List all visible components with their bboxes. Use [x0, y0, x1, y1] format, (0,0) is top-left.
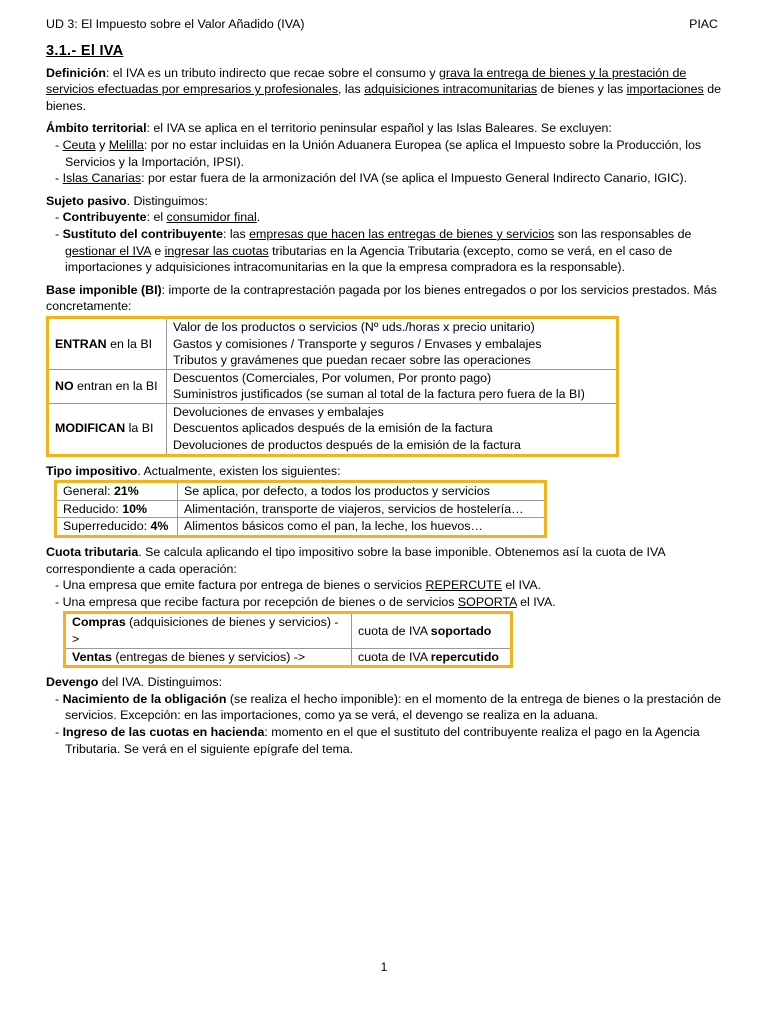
base-imponible-table	[46, 316, 619, 457]
list-item-ingreso: - Ingreso de las cuotas en hacienda: momento en el que el sustituto del contribuyente realiza el pago en la Agencia Tributaria. Se verá en el siguiente epígrafe del tema.	[55, 724, 700, 756]
table-row	[56, 518, 546, 537]
cuota-intro: Cuota tributaria. Se calcula aplicando el tipo impositivo sobre la base imponible. Obtenemos así la cuota de IVA correspondiente a cada operación:	[46, 545, 665, 576]
devengo-section	[46, 674, 726, 757]
list-item-soporta: - Una empresa que recibe factura por recepción de bienes o de servicios SOPORTA el IVA.	[55, 594, 556, 609]
list-item-sustituto: - Sustituto del contribuyente: las empresas que hacen las entregas de bienes y servicios son las responsables de gestionar el IVA e ingresar las cuotas tributarias en la Agencia Tributaria (excepto, como se verá, en el caso de importaciones y adquisiciones intracomunitarias en la que la empresa compradora es la responsable).	[55, 226, 692, 275]
table-cell-key: NO entran en la BI	[48, 369, 167, 403]
table-cell-value: Alimentación, transporte de viajeros, servicios de hostelería…	[178, 500, 546, 518]
base-intro: Base imponible (BI): importe de la contraprestación pagada por los bienes entregados o por los servicios prestados. Más concretamente:	[46, 282, 717, 314]
devengo-intro: Devengo del IVA. Distinguimos:	[46, 675, 223, 690]
table-row	[56, 500, 546, 518]
table-row	[48, 403, 618, 455]
cuota-table	[63, 611, 513, 668]
header-title: UD 3: El Impuesto sobre el Valor Añadido (IVA)	[46, 17, 305, 31]
table-cell-value: Se aplica, por defecto, a todos los productos y servicios	[178, 482, 546, 501]
list-item-repercute: - Una empresa que emite factura por entrega de bienes o servicios REPERCUTE el IVA.	[55, 578, 541, 593]
table-cell-key: ENTRAN en la BI	[48, 317, 167, 369]
table-cell-value: cuota de IVA repercutido	[352, 648, 512, 667]
cuota-section	[46, 544, 726, 668]
sujeto-section	[46, 193, 726, 276]
table-row	[48, 369, 618, 403]
sujeto-intro: Sujeto pasivo. Distinguimos:	[46, 193, 208, 208]
table-cell-value: Devoluciones de envases y embalajes Descuentos aplicados después de la emisión de la factura Devoluciones de productos después de la emisión de la factura	[167, 403, 618, 455]
list-item-nacimiento: - Nacimiento de la obligación (se realiza el hecho imponible): en el momento de la entrega de bienes o la prestación de servicios. Excepción: en las importaciones, como ya se verá, el devengo se realiza en la aduana.	[55, 691, 722, 723]
tipo-impositivo-table	[54, 480, 547, 538]
table-cell-value: Alimentos básicos como el pan, la leche, los huevos…	[178, 518, 546, 537]
list-item-ceuta-melilla: - Ceuta y Melilla: por no estar incluidas en la Unión Aduanera Europea (se aplica el Impuesto sobre la Producción, los Servicios y la Importación, IPSI).	[55, 137, 702, 169]
tipo-section	[46, 463, 726, 538]
table-cell-key: Compras (adquisiciones de bienes y servicios) ->	[65, 613, 352, 648]
definicion-paragraph: Definición: el IVA es un tributo indirecto que recae sobre el consumo y grava la entrega de bienes y la prestación de servicios efectuadas por empresarios y profesionales, las adquisiciones intracomunitarias de bienes y las importaciones de bienes.	[46, 65, 721, 113]
tipo-intro: Tipo impositivo. Actualmente, existen los siguientes:	[46, 463, 341, 478]
table-cell-key: Superreducido: 4%	[56, 518, 178, 537]
ambito-intro: Ámbito territorial: el IVA se aplica en el territorio peninsular español y las Islas Baleares. Se excluyen:	[46, 121, 612, 136]
table-row	[48, 317, 618, 369]
section-title: 3.1.- El IVA	[46, 43, 124, 59]
table-cell-key: MODIFICAN la BI	[48, 403, 167, 455]
table-cell-value: Valor de los productos o servicios (Nº uds./horas x precio unitario) Gastos y comisiones / Transporte y seguros / Envases y embalajes Tributos y gravámenes que puedan recaer sobre las operaciones	[167, 317, 618, 369]
table-cell-value: Descuentos (Comerciales, Por volumen, Por pronto pago) Suministros justificados (se suman al total de la factura pero fuera de la BI)	[167, 369, 618, 403]
table-row	[65, 648, 512, 667]
table-cell-key: Reducido: 10%	[56, 500, 178, 518]
list-item-contribuyente: - Contribuyente: el consumidor final.	[55, 210, 261, 225]
page-number: 1	[380, 960, 388, 974]
table-row	[65, 613, 512, 648]
ambito-section	[46, 120, 726, 186]
table-cell-key: General: 21%	[56, 482, 178, 501]
header-course: PIAC	[689, 17, 718, 31]
base-section	[46, 282, 726, 457]
list-item-canarias: - Islas Canarias: por estar fuera de la armonización del IVA (se aplica el Impuesto General Indirecto Canario, IGIC).	[55, 171, 688, 186]
table-cell-key: Ventas (entregas de bienes y servicios) ->	[65, 648, 352, 667]
table-row	[56, 482, 546, 501]
document-body	[46, 43, 726, 763]
table-cell-value: cuota de IVA soportado	[352, 613, 512, 648]
